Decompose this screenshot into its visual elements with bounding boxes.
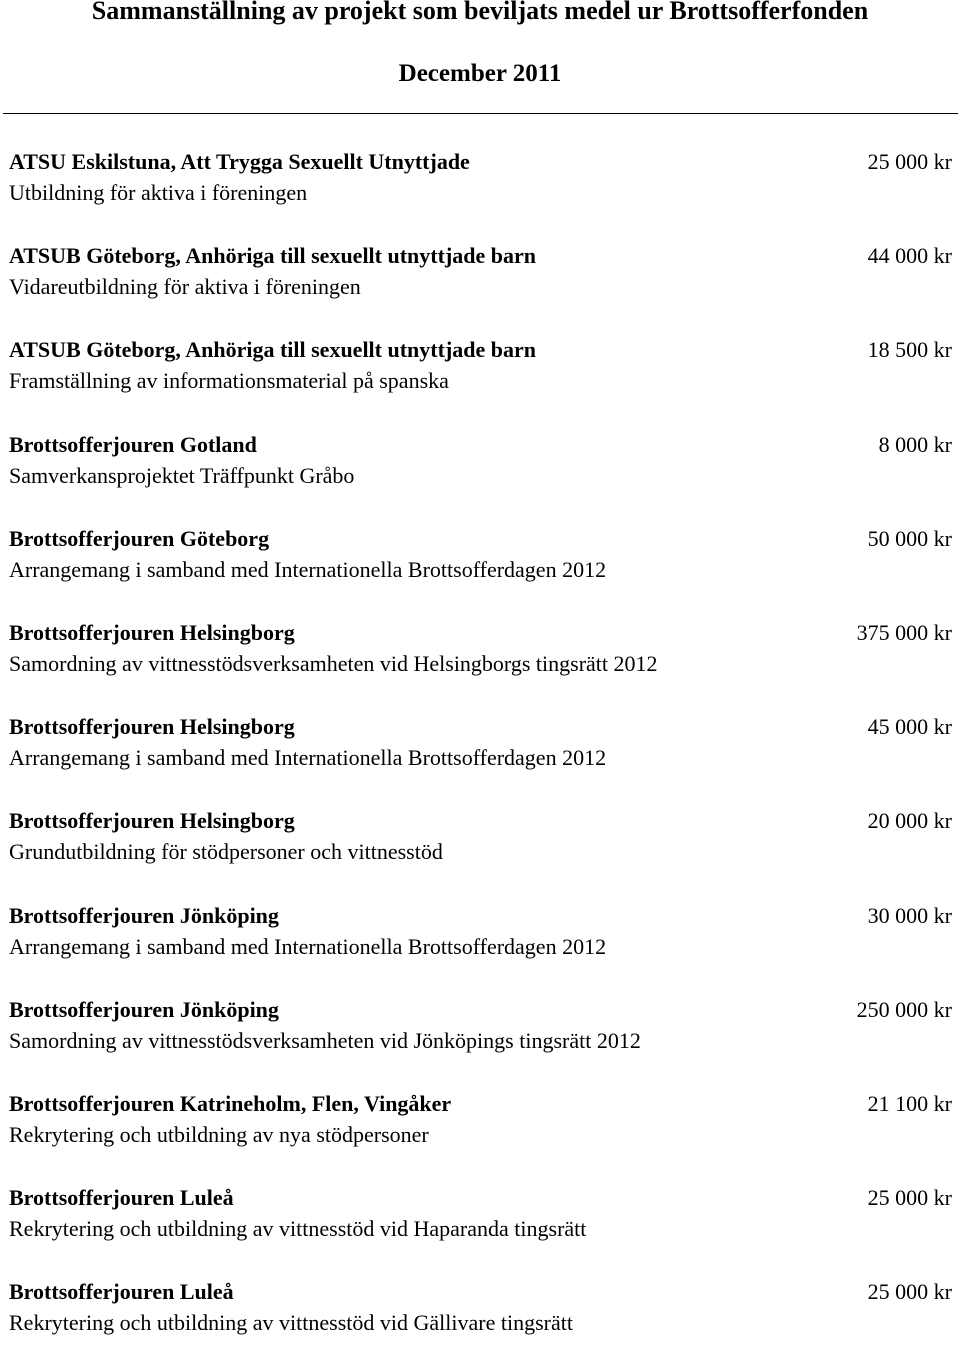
grant-purpose: Framställning av informationsmaterial på spanska <box>9 368 449 394</box>
grant-entry <box>0 805 960 899</box>
grant-entry <box>0 900 960 994</box>
grant-entry <box>0 523 960 617</box>
grant-organization: Brottsofferjouren Katrineholm, Flen, Vingåker <box>9 1090 452 1116</box>
grant-list <box>0 146 960 1370</box>
grant-amount: 30 000 kr <box>867 902 952 928</box>
document-title: Sammanställning av projekt som beviljats medel ur Brottsofferfonden <box>91 0 869 25</box>
grant-entry <box>0 994 960 1088</box>
grant-entry <box>0 429 960 523</box>
grant-purpose: Utbildning för aktiva i föreningen <box>9 180 308 205</box>
grant-entry <box>0 1276 960 1370</box>
grant-entry <box>0 1088 960 1182</box>
grant-amount: 44 000 kr <box>867 243 952 269</box>
grant-purpose: Arrangemang i samband med Internationella Brottsofferdagen 2012 <box>9 745 607 771</box>
grant-amount: 250 000 kr <box>856 996 952 1022</box>
grant-entry <box>0 711 960 805</box>
grant-organization: Brottsofferjouren Jönköping <box>9 996 279 1022</box>
grant-amount: 20 000 kr <box>867 808 952 834</box>
grant-amount: 25 000 kr <box>867 1279 952 1305</box>
grant-purpose: Grundutbildning för stödpersoner och vittnesstöd <box>9 839 443 865</box>
grant-organization: Brottsofferjouren Göteborg <box>9 525 270 551</box>
grant-organization: Brottsofferjouren Luleå <box>9 1279 234 1305</box>
grant-amount: 8 000 kr <box>878 431 952 457</box>
grant-purpose: Samverkansprojektet Träffpunkt Gråbo <box>9 462 355 488</box>
grant-amount: 21 100 kr <box>867 1090 952 1116</box>
grant-amount: 25 000 kr <box>867 1185 952 1211</box>
grant-amount: 375 000 kr <box>856 619 952 645</box>
grant-organization: Brottsofferjouren Luleå <box>9 1185 234 1211</box>
grant-purpose: Rekrytering och utbildning av vittnesstöd vid Gällivare tingsrätt <box>9 1310 573 1336</box>
grant-purpose: Rekrytering och utbildning av nya stödpersoner <box>9 1121 429 1147</box>
grant-organization: ATSUB Göteborg, Anhöriga till sexuellt utnyttjade barn <box>9 243 537 269</box>
grant-organization: ATSUB Göteborg, Anhöriga till sexuellt utnyttjade barn <box>9 337 537 363</box>
grant-entry <box>0 1182 960 1276</box>
grant-purpose: Samordning av vittnesstödsverksamheten vid Jönköpings tingsrätt 2012 <box>9 1027 641 1053</box>
grant-amount: 25 000 kr <box>867 149 952 174</box>
grant-amount: 50 000 kr <box>867 525 952 551</box>
grant-organization: Brottsofferjouren Helsingborg <box>9 808 295 834</box>
grant-organization: Brottsofferjouren Helsingborg <box>9 619 295 645</box>
grant-purpose: Arrangemang i samband med Internationella Brottsofferdagen 2012 <box>9 933 607 959</box>
document-subtitle: December 2011 <box>398 60 562 87</box>
grant-entry <box>0 334 960 428</box>
grant-amount: 45 000 kr <box>867 714 952 740</box>
grant-purpose: Rekrytering och utbildning av vittnesstöd vid Haparanda tingsrätt <box>9 1216 587 1242</box>
grant-entry <box>0 146 960 240</box>
grant-organization: Brottsofferjouren Jönköping <box>9 902 279 928</box>
grant-organization: Brottsofferjouren Gotland <box>9 431 257 457</box>
grant-organization: Brottsofferjouren Helsingborg <box>9 714 295 740</box>
horizontal-divider <box>3 113 958 114</box>
grant-organization: ATSU Eskilstuna, Att Trygga Sexuellt Utnyttjade <box>9 149 470 174</box>
grant-purpose: Vidareutbildning för aktiva i föreningen <box>9 274 361 300</box>
grant-amount: 18 500 kr <box>867 337 952 363</box>
grant-entry <box>0 617 960 711</box>
grant-purpose: Arrangemang i samband med Internationella Brottsofferdagen 2012 <box>9 556 607 582</box>
grant-entry <box>0 240 960 334</box>
grant-purpose: Samordning av vittnesstödsverksamheten vid Helsingborgs tingsrätt 2012 <box>9 650 658 676</box>
